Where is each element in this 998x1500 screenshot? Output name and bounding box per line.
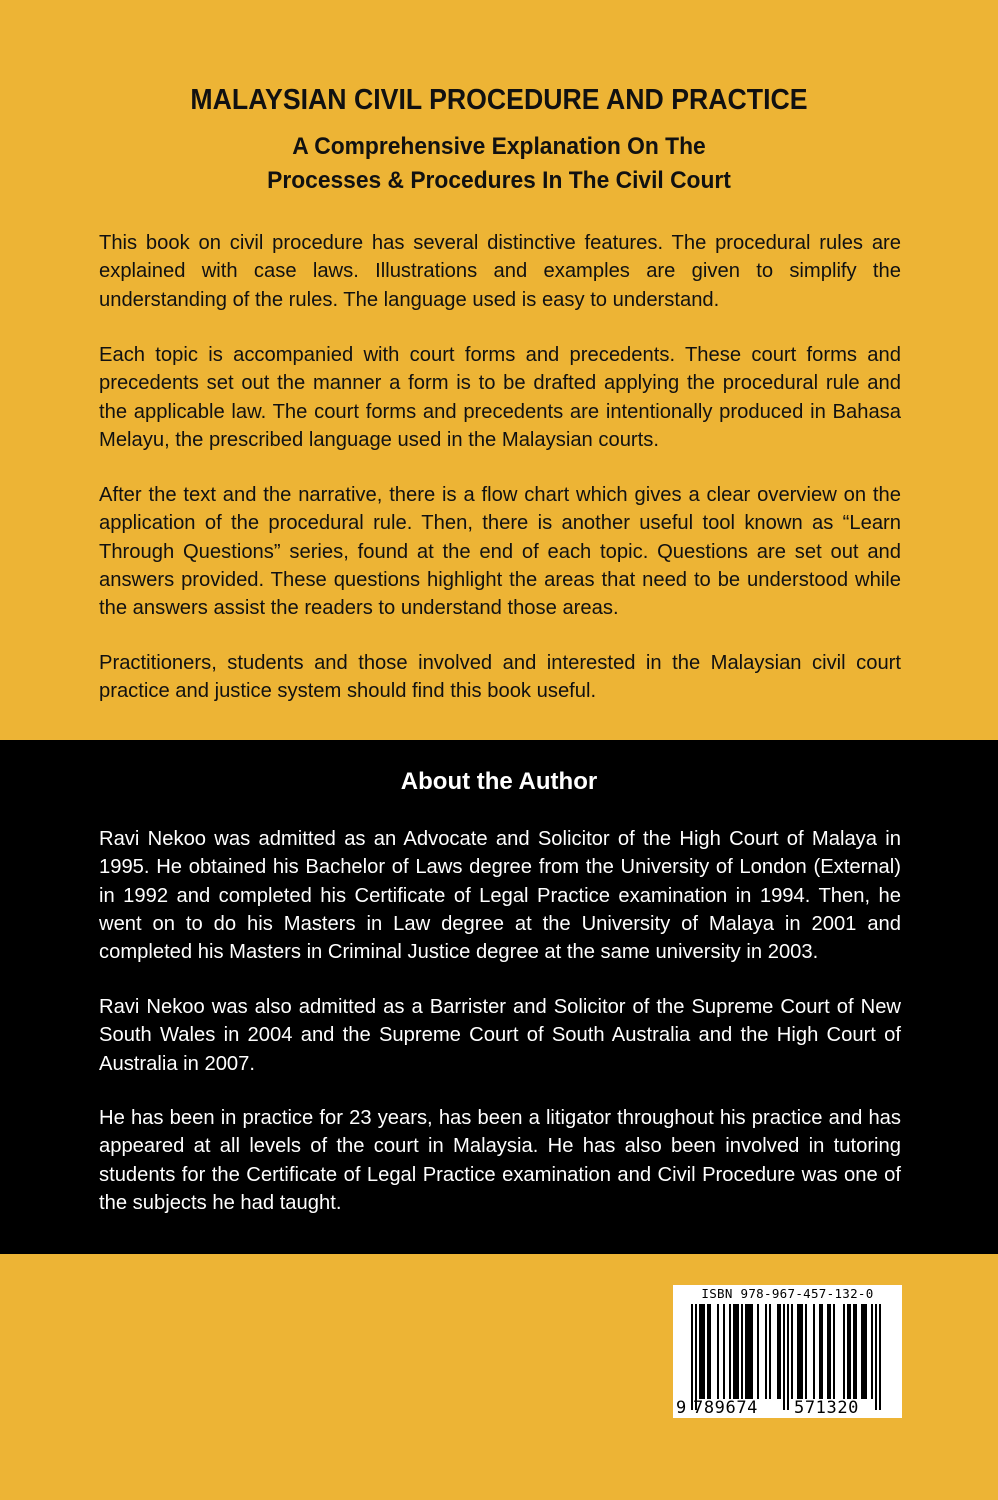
barcode-bar: [787, 1304, 789, 1410]
barcode-bar: [829, 1304, 831, 1399]
barcode-bar: [849, 1304, 851, 1399]
isbn-barcode: [673, 1285, 902, 1418]
barcode-bar: [757, 1304, 759, 1399]
barcode-bar: [813, 1304, 815, 1399]
about-author-panel: [0, 740, 998, 1254]
barcode-bar: [737, 1304, 739, 1399]
barcode-bar: [691, 1304, 693, 1410]
barcode-bar: [833, 1304, 835, 1399]
barcode-bar: [783, 1304, 785, 1410]
barcode-bar: [821, 1304, 823, 1399]
about-author-heading: About the Author: [400, 768, 598, 795]
author-paragraph-3: He has been in practice for 23 years, has been a litigator throughout his practice and has appeared at all levels of the court in Malaysia. He has also been involved in tutoring students for the Certificate of Legal Practice examination and Civil Procedure was one of the subjects he had taught.: [99, 1107, 901, 1214]
barcode-bar: [769, 1304, 771, 1399]
barcode-bar: [843, 1304, 845, 1399]
description-paragraph-2: Each topic is accompanied with court forms and precedents. These court forms and precedents set out the manner a form is to be drafted applying the procedural rule and the applicable law. The court forms and precedents are intentionally produced in Bahasa Melayu, the prescribed language used in the Malaysian courts.: [99, 344, 901, 451]
barcode-bar: [729, 1304, 731, 1399]
barcode-bar: [855, 1304, 857, 1399]
barcode-bar: [827, 1304, 829, 1399]
barcode-bar: [861, 1304, 863, 1399]
barcode-bar: [871, 1304, 873, 1399]
barcode-bar: [865, 1304, 867, 1399]
barcode-bar: [875, 1304, 877, 1410]
barcode-bar: [733, 1304, 735, 1399]
book-title: MALAYSIAN CIVIL PROCEDURE AND PRACTICE: [190, 84, 808, 116]
barcode-bar: [801, 1304, 803, 1399]
barcode-bar: [717, 1304, 719, 1399]
barcode-bar: [741, 1304, 743, 1399]
barcode-bar: [747, 1304, 749, 1399]
barcode-bar: [723, 1304, 725, 1399]
barcode-bar: [749, 1304, 751, 1399]
barcode-bar: [819, 1304, 821, 1399]
barcode-bar: [701, 1304, 703, 1399]
author-paragraph-2: Ravi Nekoo was also admitted as a Barrister and Solicitor of the Supreme Court of New South Wales in 2004 and the Supreme Court of South Australia and the High Court of Australia in 2007.: [99, 996, 901, 1075]
barcode-digits-left: 789674: [693, 1398, 759, 1418]
barcode-bar: [735, 1304, 737, 1399]
subtitle-line-2: Processes & Procedures In The Civil Court: [267, 167, 731, 194]
barcode-bar: [745, 1304, 747, 1399]
barcode-bar: [791, 1304, 793, 1399]
barcode-bar: [847, 1304, 849, 1399]
barcode-digit-first: 9: [676, 1398, 687, 1418]
barcode-bar: [699, 1304, 701, 1399]
barcode-bar: [777, 1304, 779, 1399]
barcode-bar: [863, 1304, 865, 1399]
barcode-bar: [707, 1304, 709, 1399]
author-paragraph-1: Ravi Nekoo was admitted as an Advocate and Solicitor of the High Court of Malaya in 1995. He obtained his Bachelor of Laws degree from the University of London (External) in 1992 and completed his Certificate of Legal Practice examination in 1994. Then, he went on to do his Masters in Law degree at the University of Malaya in 2001 and completed his Masters in Criminal Justice degree at the same university in 2003.: [99, 828, 901, 964]
barcode-bar: [751, 1304, 753, 1399]
barcode-digits-right: 571320: [794, 1398, 860, 1418]
barcode-bar: [695, 1304, 697, 1410]
barcode-bar: [779, 1304, 781, 1399]
description-paragraph-1: This book on civil procedure has several distinctive features. The procedural rules are explained with case laws. Illustrations and examples are given to simplify the understanding of the rules. The language used is easy to understand.: [99, 232, 901, 311]
subtitle-line-1: A Comprehensive Explanation On The: [292, 133, 706, 160]
barcode-bar: [703, 1304, 705, 1399]
barcode-bar: [765, 1304, 767, 1399]
description-paragraph-4: Practitioners, students and those involved and interested in the Malaysian civil court practice and justice system should find this book useful.: [99, 652, 901, 703]
barcode-bar: [853, 1304, 855, 1399]
description-section: [0, 0, 998, 740]
barcode-bar: [879, 1304, 881, 1410]
barcode-bar: [709, 1304, 711, 1399]
barcode-bar: [797, 1304, 799, 1399]
barcode-bar: [805, 1304, 807, 1399]
barcode-bar: [799, 1304, 801, 1399]
description-paragraph-3: After the text and the narrative, there is a flow chart which gives a clear overview on the application of the procedural rule. Then, there is another useful tool known as “Learn Through Questions” series, found at the end of each topic. Questions are set out and answers provided. These questions highlight the areas that need to be understood while the answers assist the readers to understand those areas.: [99, 484, 901, 620]
isbn-label: ISBN 978-967-457-132-0: [701, 1286, 874, 1301]
